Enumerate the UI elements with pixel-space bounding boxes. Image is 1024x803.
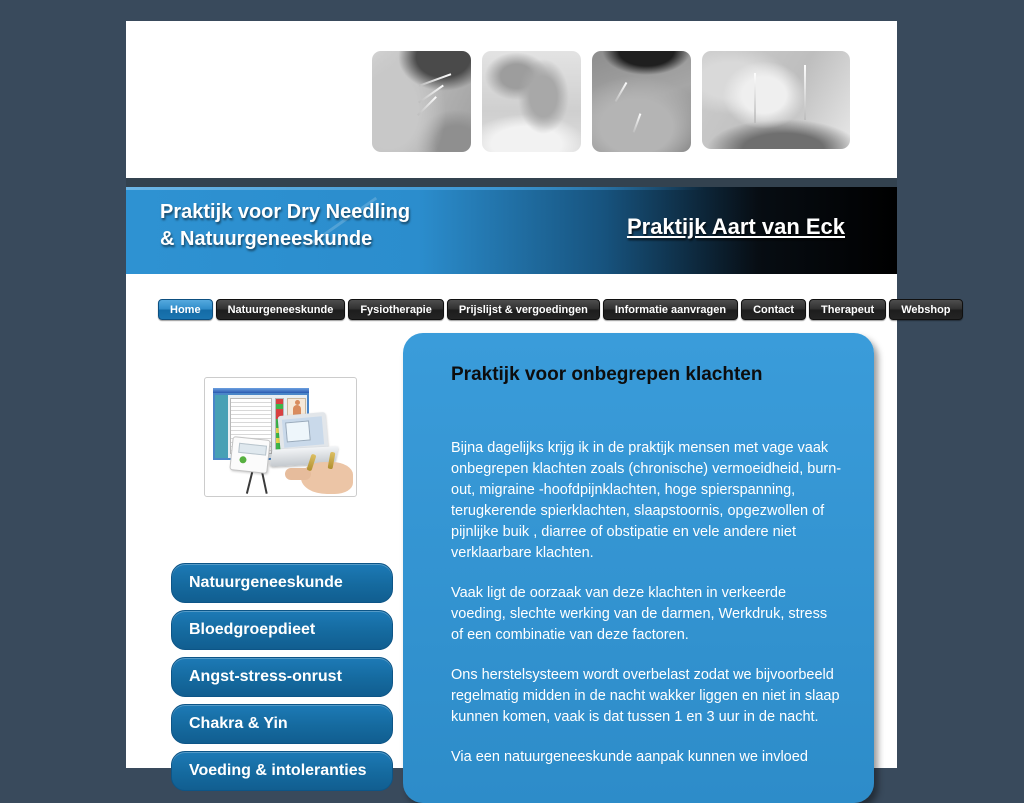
laptop-screen-graphic xyxy=(278,412,329,452)
diagnostic-device-image xyxy=(204,377,357,497)
sidebar-menu xyxy=(171,563,393,798)
paragraph: Bijna dagelijks krijg ik in de praktijk mensen met vage vaak onbegrepen klachten zoals (chronische) vermoeidheid, burn-out, migraine -hoofdpijnklachten, hoge spierspanning, terugkerende spierklachten, slaapstoornis, opgezwollen of pijnlijke buik , diarree of obstipatie en vele andere niet verklaarbare klachten. xyxy=(451,440,842,561)
needle-line-icon xyxy=(804,65,806,120)
nav-tab-informatie-aanvragen[interactable]: Informatie aanvragen xyxy=(603,299,738,320)
needle-line-icon xyxy=(419,73,452,87)
needle-line-icon xyxy=(754,73,756,123)
site-title-line2: & Natuurgeneeskunde xyxy=(160,228,373,250)
needle-line-icon xyxy=(615,82,628,102)
sidebar-item-bloedgroepdieet[interactable]: Bloedgroepdieet xyxy=(171,610,393,650)
sidebar-item-voeding-intoleranties[interactable]: Voeding & intoleranties xyxy=(171,751,393,791)
page-container xyxy=(126,21,951,779)
paragraph: Ons herstelsysteem wordt overbelast zodat we bijvoorbeeld regelmatig midden in de nacht wakker liggen en niet in slaap kunnen komen, vaak is dat tussen 1 en 3 uur in de nacht. xyxy=(451,667,840,725)
paragraph: Via een natuurgeneeskunde aanpak kunnen we invloed xyxy=(451,749,808,765)
nav-tab-fysiotherapie[interactable]: Fysiotherapie xyxy=(348,299,444,320)
measuring-device-graphic xyxy=(229,436,270,474)
needle-line-icon xyxy=(633,113,642,132)
window-titlebar-graphic xyxy=(213,388,309,393)
site-title xyxy=(160,199,410,253)
main-navigation xyxy=(158,299,963,320)
photo-acupuncture-shoulder xyxy=(592,51,691,152)
window-sidebar-graphic xyxy=(215,395,228,458)
nav-tab-home[interactable]: Home xyxy=(158,299,213,320)
content-panel xyxy=(403,333,874,803)
header-top-strip xyxy=(126,178,897,187)
header-banner xyxy=(126,187,897,274)
nav-tab-natuurgeneeskunde[interactable]: Natuurgeneeskunde xyxy=(216,299,346,320)
site-title-line1: Praktijk voor Dry Needling xyxy=(160,201,411,223)
nav-tab-contact[interactable]: Contact xyxy=(741,299,806,320)
nav-tab-therapeut[interactable]: Therapeut xyxy=(809,299,886,320)
photo-acupuncture-neck xyxy=(372,51,471,152)
photo-hand-needle xyxy=(702,51,850,149)
nav-tab-prijslijst[interactable]: Prijslijst & vergoedingen xyxy=(447,299,600,320)
nav-tab-webshop[interactable]: Webshop xyxy=(889,299,962,320)
paragraph: Vaak ligt de oorzaak van deze klachten in verkeerde voeding, slechte werking van de darmen, Werkdruk, stress of een combinatie van deze factoren. xyxy=(451,585,828,643)
body-text xyxy=(451,438,843,787)
sidebar-item-natuurgeneeskunde[interactable]: Natuurgeneeskunde xyxy=(171,563,393,603)
sidebar-item-chakra-yin[interactable]: Chakra & Yin xyxy=(171,704,393,744)
photo-foot-massage xyxy=(482,51,581,152)
practice-name: Praktijk Aart van Eck xyxy=(626,214,846,239)
page-title: Praktijk voor onbegrepen klachten xyxy=(451,364,763,385)
sidebar-item-angst-stress-onrust[interactable]: Angst-stress-onrust xyxy=(171,657,393,697)
